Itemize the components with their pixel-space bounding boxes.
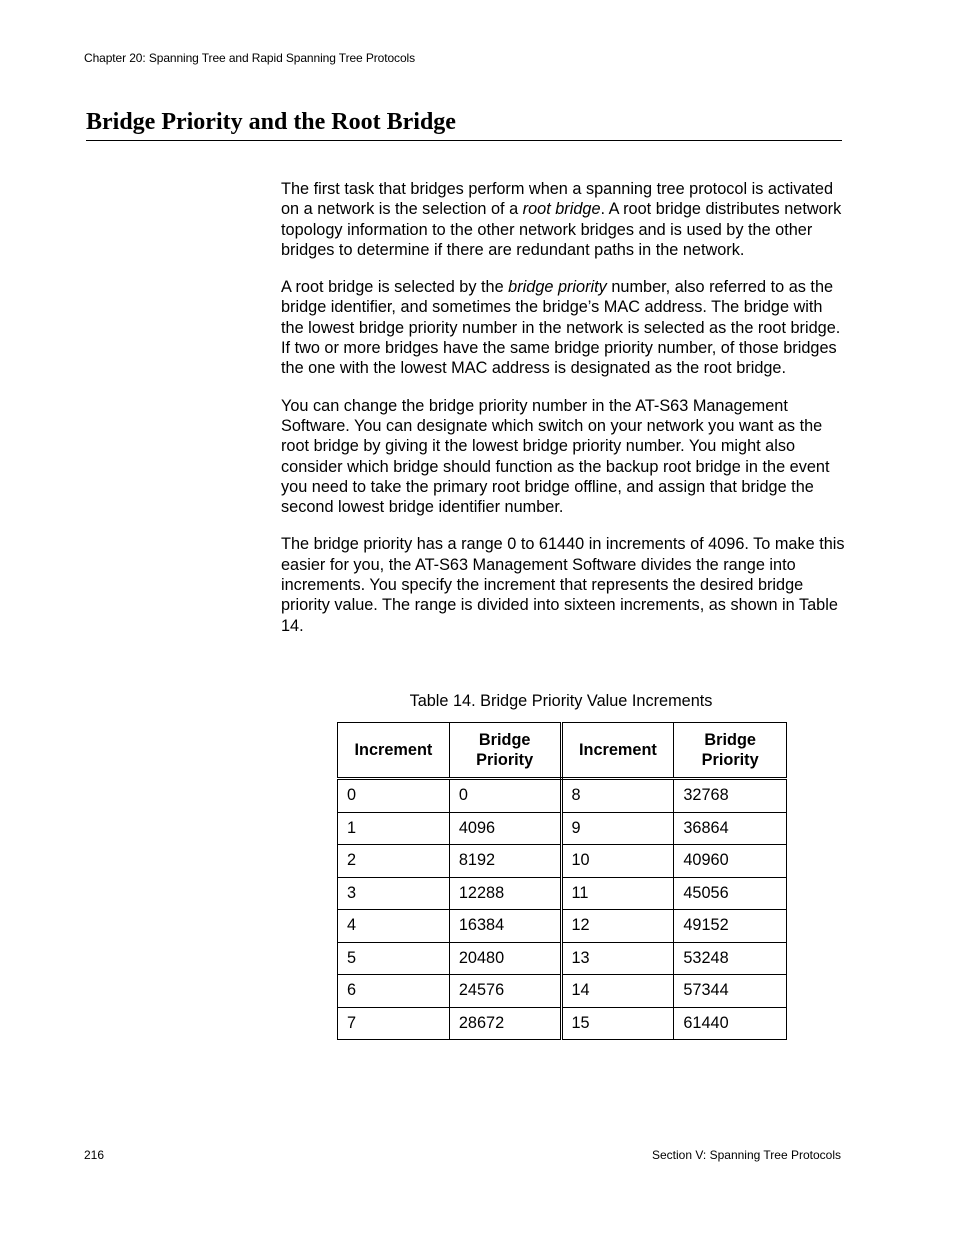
paragraph-1-text-a: The first task that bridges perform when a spanning tree protocol is activated on a network is the selection of a — [281, 180, 834, 219]
term-root-bridge: root bridge — [522, 200, 601, 219]
table-cell: 24576 — [449, 975, 561, 1008]
table-cell: 10 — [561, 845, 674, 878]
table-cell: 8 — [561, 779, 674, 813]
table-cell: 15 — [561, 1007, 674, 1040]
bridge-priority-table — [337, 722, 787, 1040]
term-bridge-priority: bridge priority — [508, 278, 607, 297]
paragraph-1 — [281, 179, 846, 260]
table-row — [338, 812, 787, 845]
table-header-row — [338, 723, 787, 779]
table-cell: 20480 — [449, 942, 561, 975]
table-cell: 8192 — [449, 845, 561, 878]
body-text — [281, 179, 846, 653]
table-cell: 0 — [449, 779, 561, 813]
paragraph-2 — [281, 277, 846, 378]
footer-section: Section V: Spanning Tree Protocols — [652, 1148, 841, 1162]
table-cell: 16384 — [449, 910, 561, 943]
header-bridge-priority-right: Bridge Priority — [674, 723, 787, 779]
table-cell: 4 — [338, 910, 450, 943]
paragraph-3: You can change the bridge priority number in the AT-S63 Management Software. You can designate which switch on your network you want as the root bridge by giving it the lowest bridge priority number. You might also consider which bridge should function as the backup root bridge in the event you need to take the primary root bridge offline, and assign that bridge the second lowest bridge identifier number. — [281, 396, 830, 517]
table-row — [338, 845, 787, 878]
header-increment-left: Increment — [338, 723, 450, 779]
table-cell: 6 — [338, 975, 450, 1008]
page-number: 216 — [84, 1148, 105, 1162]
table-row — [338, 877, 787, 910]
table-row — [338, 975, 787, 1008]
table-cell: 12288 — [449, 877, 561, 910]
table-cell: 36864 — [674, 812, 787, 845]
table-cell: 4096 — [449, 812, 561, 845]
table-cell: 11 — [561, 877, 674, 910]
table-cell: 13 — [561, 942, 674, 975]
table-cell: 49152 — [674, 910, 787, 943]
table-cell: 7 — [338, 1007, 450, 1040]
paragraph-2-text-b: number, also referred to as the bridge identifier, and sometimes the bridge’s MAC address. The bridge with the lowest bridge priority number in the network is selected as the root bridge. If two or more bridges have the same bridge priority number, of those bridges the one with the lowest MAC address is designated as the root bridge. — [281, 278, 841, 378]
table-row — [338, 1007, 787, 1040]
table-cell: 14 — [561, 975, 674, 1008]
table-row — [338, 779, 787, 813]
table-cell: 45056 — [674, 877, 787, 910]
table-cell: 61440 — [674, 1007, 787, 1040]
header-bridge-priority-left: Bridge Priority — [449, 723, 561, 779]
table-row — [338, 910, 787, 943]
table-row — [338, 942, 787, 975]
table-cell: 40960 — [674, 845, 787, 878]
paragraph-2-text-a: A root bridge is selected by the — [281, 278, 509, 297]
table-cell: 32768 — [674, 779, 787, 813]
table-cell: 53248 — [674, 942, 787, 975]
table-cell: 12 — [561, 910, 674, 943]
paragraph-4: The bridge priority has a range 0 to 61440 in increments of 4096. To make this easier for you, the AT-S63 Management Software divides the range into increments. You specify the increment that represents the desired bridge priority value. The range is divided into sixteen increments, as shown in Table 14. — [281, 535, 845, 635]
table-cell: 0 — [338, 779, 450, 813]
table-cell: 3 — [338, 877, 450, 910]
section-title: Bridge Priority and the Root Bridge — [86, 106, 842, 141]
table-cell: 28672 — [449, 1007, 561, 1040]
table-caption: Table 14. Bridge Priority Value Increments — [409, 692, 713, 710]
table-cell: 57344 — [674, 975, 787, 1008]
table-cell: 5 — [338, 942, 450, 975]
header-increment-right: Increment — [561, 723, 674, 779]
table-cell: 1 — [338, 812, 450, 845]
running-header: Chapter 20: Spanning Tree and Rapid Spanning Tree Protocols — [84, 51, 415, 65]
paragraph-1-text-b: . A root bridge distributes network topology information to the other network bridges and is used by the other bridges to determine if there are redundant paths in the network. — [281, 200, 842, 259]
table-cell: 9 — [561, 812, 674, 845]
table-cell: 2 — [338, 845, 450, 878]
